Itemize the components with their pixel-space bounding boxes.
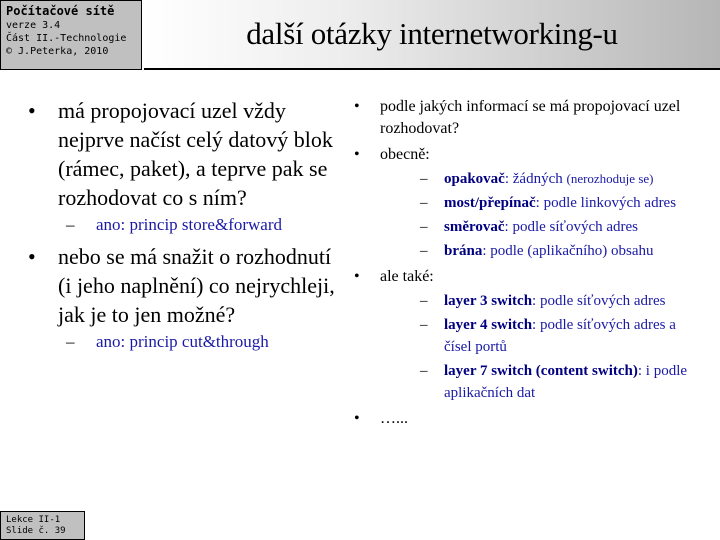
term-desc: : podle linkových adres — [535, 195, 677, 211]
dash-icon: – — [66, 215, 75, 234]
bullet-icon: • — [354, 410, 360, 427]
title-bar — [144, 0, 720, 70]
list-item — [350, 96, 705, 140]
sub-list-item — [380, 314, 705, 358]
term-desc: : žádných — [504, 171, 567, 187]
term-smerovac: směrovač — [444, 219, 505, 235]
course-name: Počítačové sítě — [6, 4, 115, 18]
term-layer7: layer 7 switch (content switch) — [444, 363, 638, 379]
right-bullet-list — [350, 96, 705, 430]
sub-list-item — [380, 168, 705, 190]
bullet-text: obecně: — [380, 146, 430, 163]
term-desc: : podle síťových adres a čísel portů — [444, 317, 676, 355]
list-item — [28, 242, 346, 353]
slide-info-box — [0, 511, 85, 540]
part-label: Část II.-Technologie — [6, 33, 127, 44]
term-desc: : podle (aplikačního) obsahu — [482, 243, 654, 259]
sub-list-item — [380, 290, 705, 312]
bullet-text: podle jakých informací se má propojovací uzel rozhodovat? — [380, 98, 681, 137]
bullet-text: má propojovací uzel vždy nejprve načíst celý datový blok (rámec, paket), a teprve pak se rozhodovat co s ním? — [58, 98, 333, 210]
bullet-icon: • — [28, 244, 36, 269]
dash-icon: – — [420, 293, 428, 309]
dash-icon: – — [420, 243, 428, 259]
term-desc: : podle síťových adres — [532, 293, 666, 309]
term-opakovac: opakovač — [444, 171, 505, 187]
sub-list-item — [58, 331, 346, 353]
term-brana: brána — [444, 243, 483, 259]
dash-icon: – — [420, 195, 428, 211]
bullet-icon: • — [28, 98, 36, 123]
list-item — [28, 96, 346, 236]
bullet-text: …... — [380, 410, 408, 427]
term-desc: : i podle aplikačních dat — [444, 363, 688, 401]
slide-title: další otázky internetworking-u — [246, 16, 618, 51]
term-most-prepinac: most/přepínač — [444, 195, 536, 211]
term-layer4: layer 4 switch — [444, 317, 533, 333]
term-desc: : podle síťových adres — [504, 219, 639, 235]
author-label: © J.Peterka, 2010 — [6, 46, 109, 57]
dash-icon: – — [420, 317, 428, 333]
term-note: (nerozhoduje se) — [566, 171, 654, 186]
sub-bullet-text: ano: princip cut&through — [96, 332, 269, 351]
sub-list-item — [380, 192, 705, 214]
sub-bullet-text: ano: princip store&forward — [96, 215, 282, 234]
course-info-box — [0, 0, 142, 70]
list-item — [350, 266, 705, 404]
right-column — [350, 96, 705, 434]
bullet-icon: • — [354, 268, 360, 285]
left-column — [28, 96, 346, 359]
dash-icon: – — [420, 219, 428, 235]
sub-list-item — [58, 214, 346, 236]
dash-icon: – — [420, 363, 428, 379]
lesson-label: Lekce II-1 — [6, 515, 61, 525]
dash-icon: – — [420, 171, 428, 187]
sub-list-item — [380, 216, 705, 238]
list-item — [350, 408, 705, 430]
bullet-text: ale také: — [380, 268, 434, 285]
left-bullet-list — [28, 96, 346, 353]
bullet-icon: • — [354, 146, 360, 163]
slide-number: Slide č. 39 — [6, 526, 66, 536]
dash-icon: – — [66, 332, 75, 351]
bullet-text: nebo se má snažit o rozhodnutí (i jeho naplnění) co nejrychleji, jak je to jen možné? — [58, 244, 335, 327]
bullet-icon: • — [354, 98, 360, 115]
version-label: verze 3.4 — [6, 20, 61, 31]
list-item — [350, 144, 705, 262]
sub-list-item — [380, 360, 705, 404]
term-layer3: layer 3 switch — [444, 293, 533, 309]
sub-list-item — [380, 240, 705, 262]
